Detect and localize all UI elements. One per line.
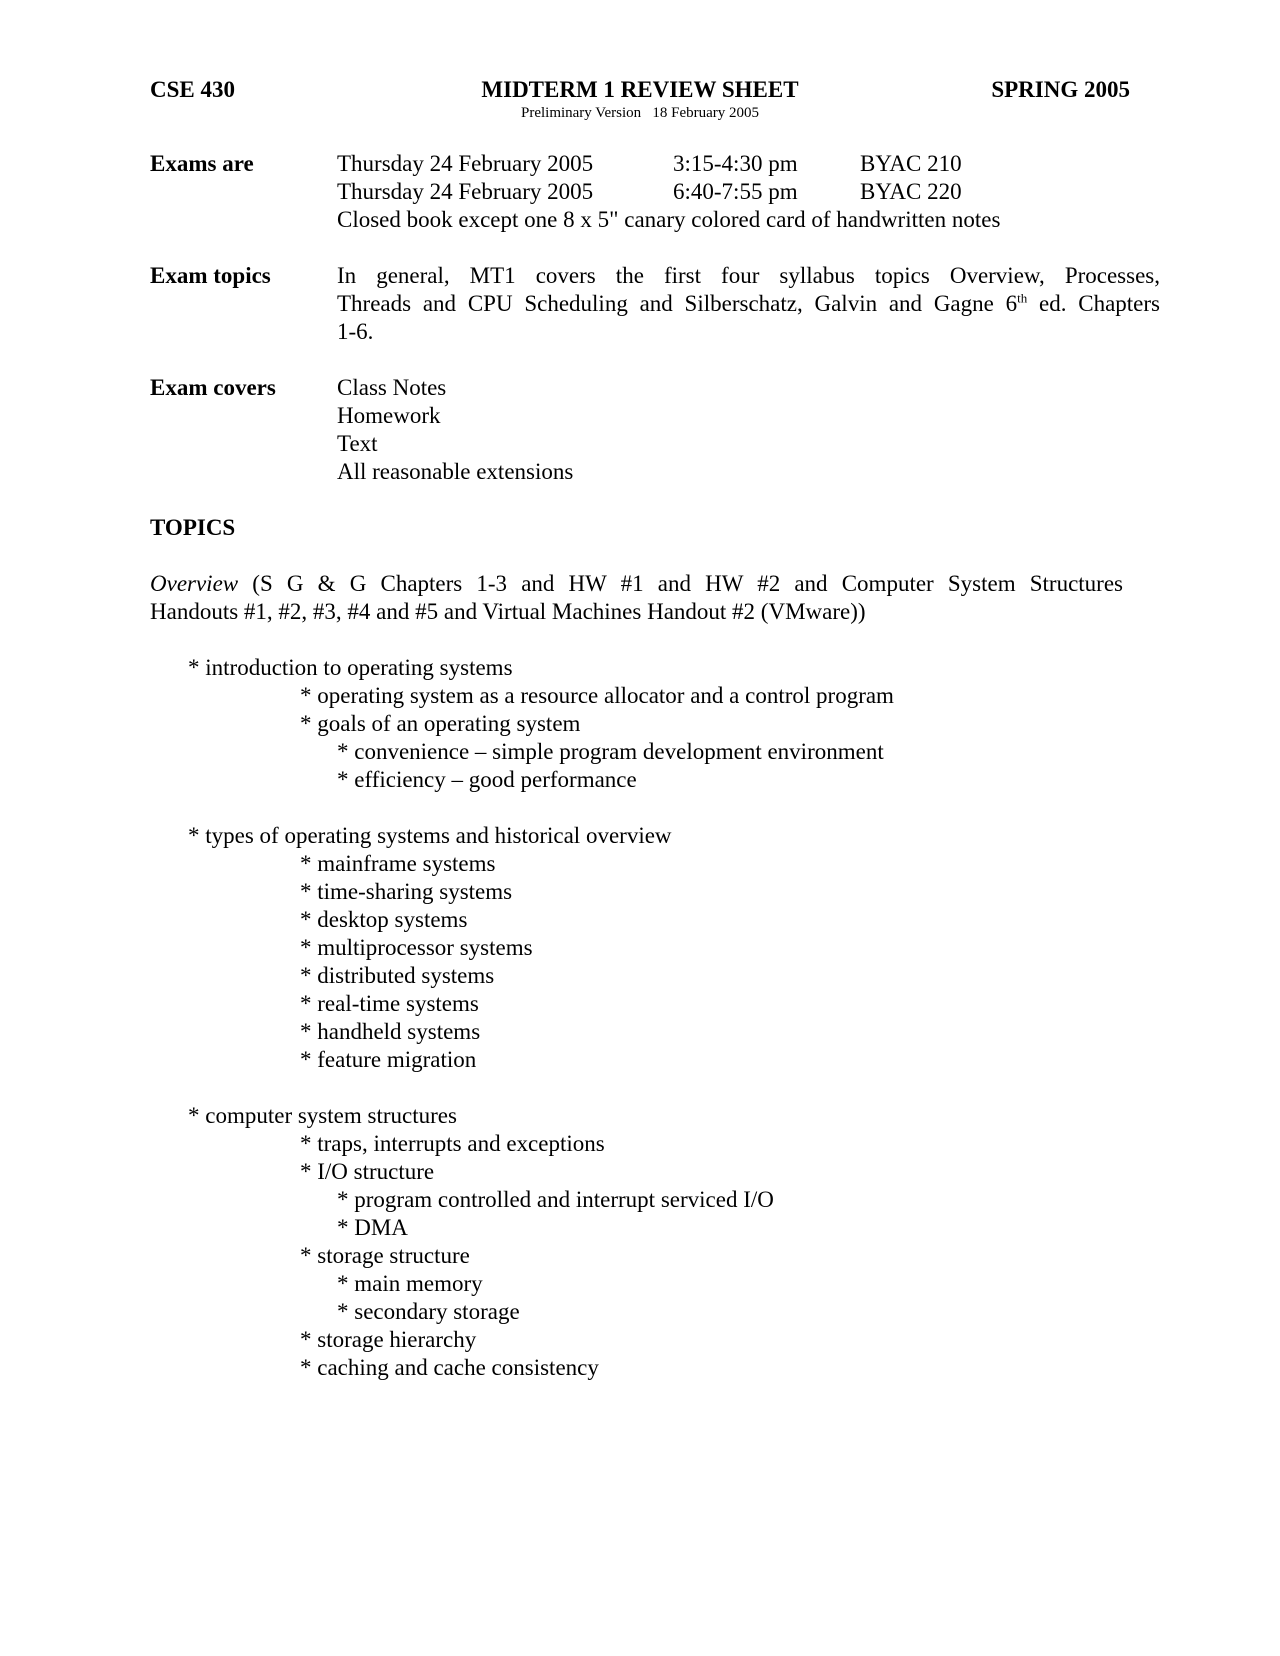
overview-line-2: Handouts #1, #2, #3, #4 and #5 and Virtual Machines Handout #2 (VMware)) <box>150 599 866 624</box>
topics-heading: TOPICS <box>150 515 236 540</box>
course-code: CSE 430 <box>150 77 235 102</box>
outline-item-l2: * mainframe systems <box>300 851 496 876</box>
outline-item-l2: * feature migration <box>300 1047 477 1072</box>
outline-item-l1: * computer system structures <box>188 1103 457 1128</box>
outline-item-l3: * efficiency – good performance <box>337 767 637 792</box>
exam-row-1-room: BYAC 210 <box>860 151 962 176</box>
exam-covers-label: Exam covers <box>150 375 276 400</box>
outline-item-l2: * operating system as a resource allocator and a control program <box>300 683 894 708</box>
outline-item-l3: * program controlled and interrupt serviced I/O <box>337 1187 774 1212</box>
outline-item-l2: * caching and cache consistency <box>300 1355 599 1380</box>
exam-topics-line-2-text: Threads and CPU Scheduling and Silberschatz, Galvin and Gagne 6 <box>337 291 1018 316</box>
exams-label: Exams are <box>150 151 254 176</box>
exam-topics-line-2-end: ed. Chapters <box>1027 291 1161 316</box>
outline-item-l2: * real-time systems <box>300 991 479 1016</box>
outline-item-l2: * storage structure <box>300 1243 470 1268</box>
covers-item: Homework <box>337 403 441 428</box>
exam-row-2-time: 6:40-7:55 pm <box>673 179 798 204</box>
overview-italic: Overview <box>150 571 239 596</box>
exam-row-1-date: Thursday 24 February 2005 <box>337 151 594 176</box>
term: SPRING 2005 <box>991 77 1130 102</box>
superscript-th: th <box>1017 290 1028 306</box>
document-title: MIDTERM 1 REVIEW SHEET <box>481 77 799 102</box>
overview-line-1 <box>150 570 1123 598</box>
outline-item-l2: * multiprocessor systems <box>300 935 533 960</box>
exam-topics-line-2 <box>337 290 1160 318</box>
exam-row-2-room: BYAC 220 <box>860 179 962 204</box>
exam-row-2-date: Thursday 24 February 2005 <box>337 179 594 204</box>
exam-note: Closed book except one 8 x 5" canary colored card of handwritten notes <box>337 207 1001 232</box>
exam-row-1-time: 3:15-4:30 pm <box>673 151 798 176</box>
outline-item-l3: * secondary storage <box>337 1299 520 1324</box>
outline-item-l1: * types of operating systems and historical overview <box>188 823 672 848</box>
document-subtitle: Preliminary Version 18 February 2005 <box>520 105 760 121</box>
outline-item-l3: * main memory <box>337 1271 483 1296</box>
outline-item-l2: * I/O structure <box>300 1159 435 1184</box>
outline-item-l3: * convenience – simple program development environment <box>337 739 884 764</box>
exam-topics-line-1: In general, MT1 covers the first four syllabus topics Overview, Processes, <box>337 263 1160 288</box>
outline-item-l2: * traps, interrupts and exceptions <box>300 1131 605 1156</box>
exam-topics-label: Exam topics <box>150 263 271 288</box>
covers-item: Class Notes <box>337 375 447 400</box>
exam-topics-line-3: 1-6. <box>337 319 374 344</box>
overview-line-1-text: (S G & G Chapters 1-3 and HW #1 and HW #2 and Computer System Structures <box>238 571 1123 596</box>
outline-item-l2: * handheld systems <box>300 1019 481 1044</box>
covers-item: Text <box>337 431 378 456</box>
outline-item-l3: * DMA <box>337 1215 408 1240</box>
outline-item-l1: * introduction to operating systems <box>188 655 513 680</box>
outline-item-l2: * distributed systems <box>300 963 495 988</box>
covers-item: All reasonable extensions <box>337 459 574 484</box>
outline-item-l2: * time-sharing systems <box>300 879 513 904</box>
outline-item-l2: * goals of an operating system <box>300 711 581 736</box>
outline-item-l2: * desktop systems <box>300 907 468 932</box>
outline-item-l2: * storage hierarchy <box>300 1327 477 1352</box>
